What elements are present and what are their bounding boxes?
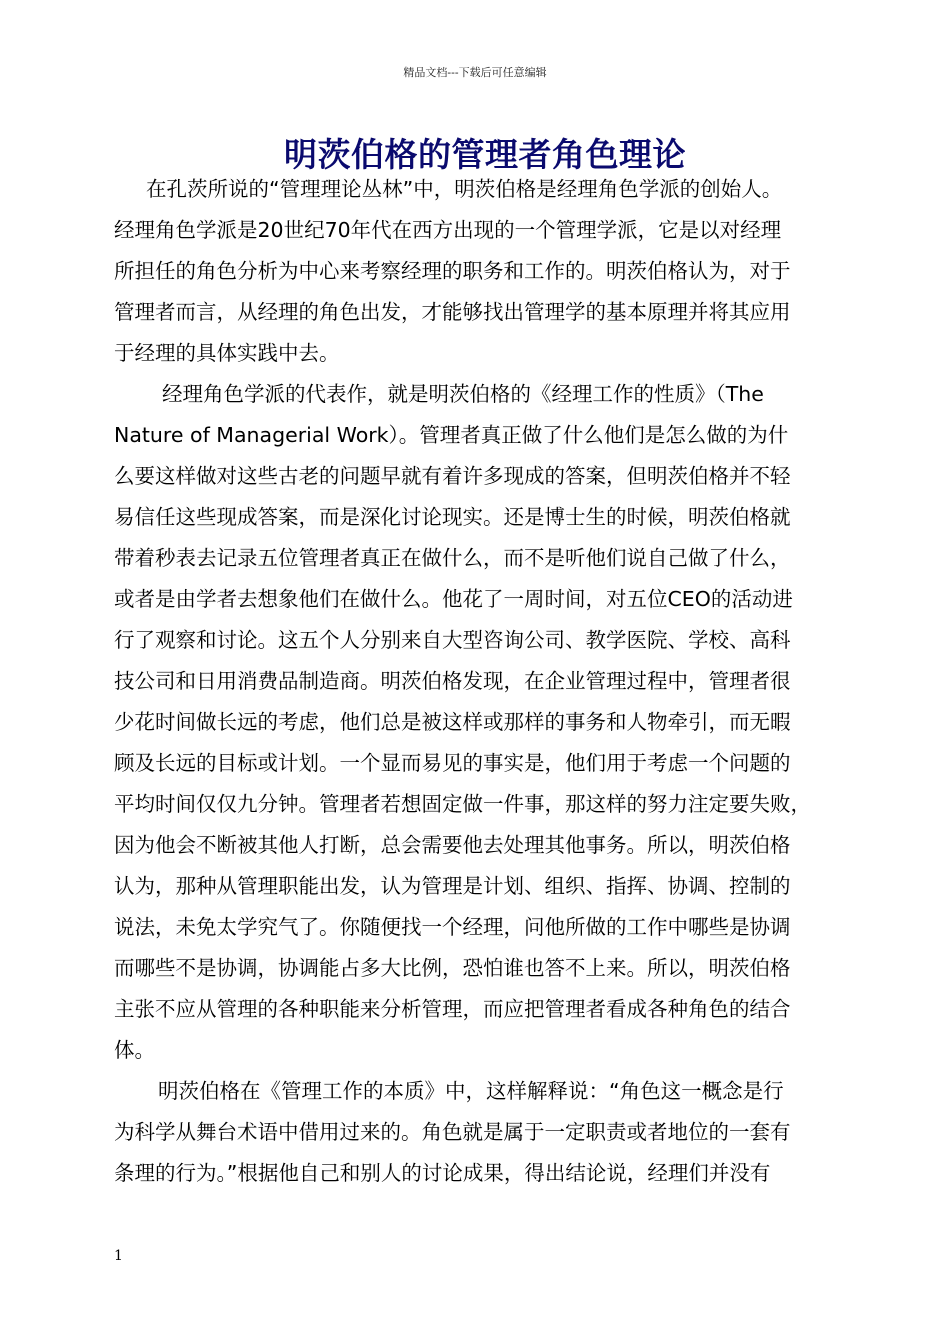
- paragraph-line: 在孔茨所说的“管理理论丛林”中，明茨伯格是经理角色学派的创始人。: [146, 177, 783, 201]
- paragraph-line: 条理的行为。”根据他自己和别人的讨论成果，得出结论说，经理们并没有: [114, 1161, 771, 1185]
- paragraph-1: [114, 169, 874, 374]
- paragraph-line: Nature of Managerial Work）。管理者真正做了什么他们是怎么做的为什: [114, 423, 789, 447]
- paragraph-line: 说法，未免太学究气了。你随便找一个经理，问他所做的工作中哪些是协调: [114, 915, 791, 939]
- document-body: [114, 169, 874, 1194]
- paragraph-line: 主张不应从管理的各种职能来分析管理，而应把管理者看成各种角色的结合: [114, 997, 791, 1021]
- page-number: 1: [114, 1248, 123, 1264]
- paragraph-line: 认为，那种从管理职能出发，认为管理是计划、组织、指挥、协调、控制的: [114, 874, 791, 898]
- paragraph-line: 而哪些不是协调，协调能占多大比例，恐怕谁也答不上来。所以，明茨伯格: [114, 956, 791, 980]
- paragraph-3: [114, 1071, 874, 1194]
- paragraph-line: 带着秒表去记录五位管理者真正在做什么，而不是听他们说自己做了什么，: [114, 546, 791, 570]
- paragraph-line: 顾及长远的目标或计划。一个显而易见的事实是，他们用于考虑一个问题的: [114, 751, 791, 775]
- paragraph-line: 么要这样做对这些古老的问题早就有着许多现成的答案，但明茨伯格并不轻: [114, 464, 791, 488]
- paragraph-line: 平均时间仅仅九分钟。管理者若想固定做一件事，那这样的努力注定要失败，: [114, 792, 811, 816]
- paragraph-line: 所担任的角色分析为中心来考察经理的职务和工作的。明茨伯格认为，对于: [114, 259, 791, 283]
- paragraph-line: 于经理的具体实践中去。: [114, 341, 340, 365]
- paragraph-line: 经理角色学派的代表作，就是明茨伯格的《经理工作的性质》（The: [162, 382, 764, 406]
- paragraph-line: 或者是由学者去想象他们在做什么。他花了一周时间，对五位CEO的活动进: [114, 587, 793, 611]
- paragraph-2: [114, 374, 874, 1071]
- document-title: 明茨伯格的管理者角色理论: [284, 135, 686, 174]
- paragraph-line: 经理角色学派是20世纪70年代在西方出现的一个管理学派，它是以对经理: [114, 218, 782, 242]
- paragraph-line: 管理者而言，从经理的角色出发，才能够找出管理学的基本原理并将其应用: [114, 300, 791, 324]
- paragraph-line: 为科学从舞台术语中借用过来的。角色就是属于一定职责或者地位的一套有: [114, 1120, 791, 1144]
- paragraph-line: 体。: [114, 1038, 155, 1062]
- paragraph-line: 行了观察和讨论。这五个人分别来自大型咨询公司、教学医院、学校、高科: [114, 628, 791, 652]
- paragraph-line: 技公司和日用消费品制造商。明茨伯格发现，在企业管理过程中，管理者很: [114, 669, 791, 693]
- page-header: 精品文档---下载后可任意编辑: [403, 66, 547, 79]
- paragraph-line: 因为他会不断被其他人打断，总会需要他去处理其他事务。所以，明茨伯格: [114, 833, 791, 857]
- paragraph-line: 少花时间做长远的考虑，他们总是被这样或那样的事务和人物牵引，而无暇: [114, 710, 791, 734]
- paragraph-line: 易信任这些现成答案，而是深化讨论现实。还是博士生的时候，明茨伯格就: [114, 505, 791, 529]
- paragraph-line: 明茨伯格在《管理工作的本质》中，这样解释说：“角色这一概念是行: [158, 1079, 784, 1103]
